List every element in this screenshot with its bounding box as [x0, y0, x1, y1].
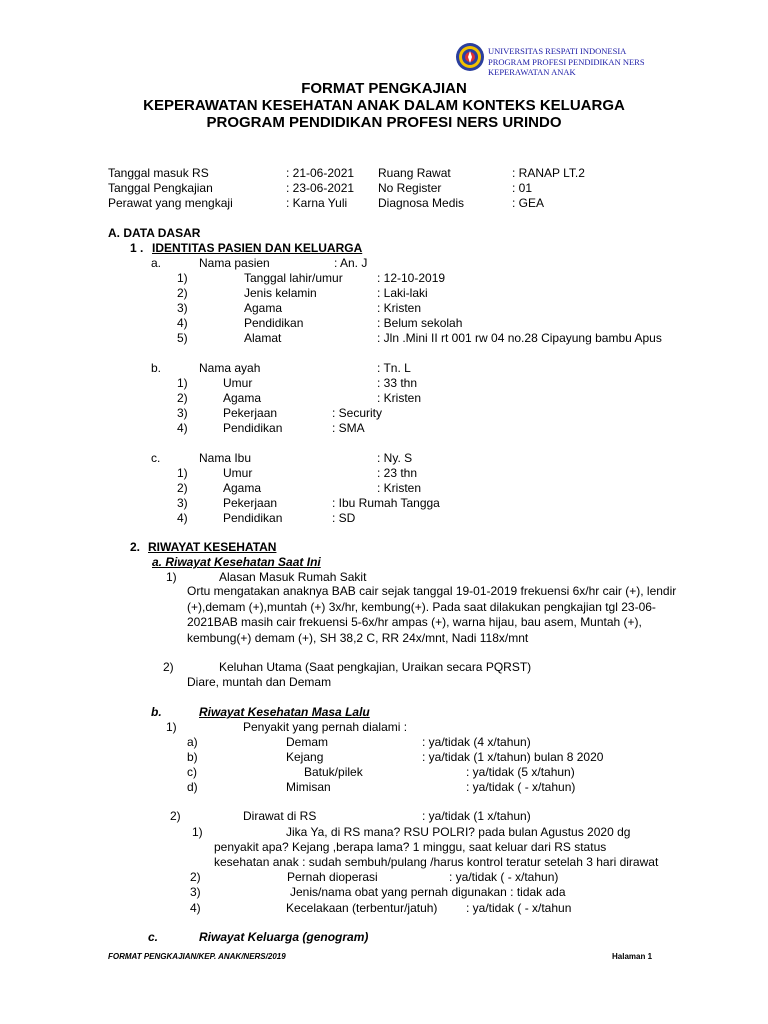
- admin-value: : RANAP LT.2: [512, 166, 585, 180]
- admin-value: : 21-06-2021: [286, 166, 355, 180]
- list-letter: a): [187, 735, 198, 749]
- document-title: FORMAT PENGKAJIAN: [301, 80, 467, 97]
- accident-label: Kecelakaan (terbentur/jatuh): [286, 901, 438, 915]
- disease-value: : ya/tidak (1 x/tahun) bulan 8 2020: [422, 750, 604, 764]
- admin-label: Tanggal Pengkajian: [108, 181, 213, 195]
- field-label: Pekerjaan: [223, 406, 278, 420]
- field-value: : Kristen: [377, 391, 422, 405]
- admin-label: Perawat yang mengkaji: [108, 196, 233, 210]
- list-number: 5): [177, 331, 188, 345]
- field-label: Pekerjaan: [223, 496, 278, 510]
- field-value: : SD: [332, 511, 356, 525]
- list-number: 1): [166, 570, 177, 584]
- list-number: 2): [163, 660, 174, 674]
- section-1-number: 1 .: [130, 241, 144, 255]
- hospitalized-label: Dirawat di RS: [243, 809, 317, 823]
- mother-name-value: : Ny. S: [377, 451, 413, 465]
- hospitalized-value: : ya/tidak (1 x/tahun): [422, 809, 531, 823]
- field-value: : 23 thn: [377, 466, 418, 480]
- field-label: Alamat: [244, 331, 282, 345]
- disease-name: Mimisan: [286, 780, 331, 794]
- field-label: Umur: [223, 466, 253, 480]
- list-number: 4): [177, 316, 188, 330]
- past-history-heading: Riwayat Kesehatan Masa Lalu: [199, 705, 370, 719]
- list-number: 2): [190, 870, 201, 884]
- list-letter: b): [187, 750, 198, 764]
- field-value: : 12-10-2019: [377, 271, 446, 285]
- institution-program: PROGRAM PROFESI PENDIDIKAN NERS: [488, 57, 645, 67]
- admin-value: : 01: [512, 181, 533, 195]
- disease-name: Demam: [286, 735, 329, 749]
- mother-letter: c.: [151, 451, 161, 465]
- field-value: : Kristen: [377, 301, 422, 315]
- section-2-number: 2.: [130, 540, 141, 554]
- institution-name: UNIVERSITAS RESPATI INDONESIA: [488, 46, 627, 56]
- current-history-heading: a. Riwayat Kesehatan Saat Ini: [152, 555, 321, 569]
- past-diseases-label: Penyakit yang pernah dialami :: [243, 720, 408, 734]
- family-history-heading: Riwayat Keluarga (genogram): [199, 930, 369, 944]
- hospital-detail-line: penyakit apa? Kejang ,berapa lama? 1 minggu, saat keluar dari RS status: [214, 840, 607, 854]
- patient-letter: a.: [151, 256, 162, 270]
- document-subtitle-1: KEPERAWATAN KESEHATAN ANAK DALAM KONTEKS KELUARGA: [143, 97, 625, 114]
- admission-reason-label: Alasan Masuk Rumah Sakit: [219, 570, 367, 584]
- field-value: : SMA: [332, 421, 365, 435]
- family-history-letter: c.: [148, 930, 159, 944]
- disease-value: : ya/tidak ( - x/tahun): [466, 780, 576, 794]
- accident-value: : ya/tidak ( - x/tahun: [466, 901, 572, 915]
- list-number: 3): [190, 885, 201, 899]
- field-value: : Laki-laki: [377, 286, 428, 300]
- field-label: Pendidikan: [223, 421, 283, 435]
- surgery-label: Pernah dioperasi: [287, 870, 378, 884]
- field-label: Pendidikan: [244, 316, 304, 330]
- field-value: : Belum sekolah: [377, 316, 463, 330]
- admin-label: Tanggal masuk RS: [108, 166, 209, 180]
- field-label: Umur: [223, 376, 253, 390]
- disease-name: Batuk/pilek: [304, 765, 363, 779]
- list-letter: d): [187, 780, 198, 794]
- field-label: Pendidikan: [223, 511, 283, 525]
- patient-name-value: : An. J: [334, 256, 368, 270]
- hospital-detail-line: Jika Ya, di RS mana? RSU POLRI? pada bulan Agustus 2020 dg: [286, 825, 631, 839]
- list-number: 1): [177, 466, 188, 480]
- list-number: 1): [177, 376, 188, 390]
- father-name-label: Nama ayah: [199, 361, 261, 375]
- list-number: 1): [177, 271, 188, 285]
- list-number: 2): [177, 391, 188, 405]
- footer-form-code: FORMAT PENGKAJIAN/KEP. ANAK/NERS/2019: [108, 952, 286, 961]
- surgery-value: : ya/tidak ( - x/tahun): [449, 870, 559, 884]
- list-number: 2): [170, 809, 181, 823]
- main-complaint-label: Keluhan Utama (Saat pengkajian, Uraikan secara PQRST): [219, 660, 532, 674]
- list-number: 3): [177, 406, 188, 420]
- field-label: Agama: [223, 391, 262, 405]
- section-1-heading: IDENTITAS PASIEN DAN KELUARGA: [152, 241, 363, 255]
- disease-value: : ya/tidak (5 x/tahun): [466, 765, 575, 779]
- past-history-letter: b.: [151, 705, 162, 719]
- footer-page-number: Halaman 1: [612, 952, 653, 961]
- admin-value: : GEA: [512, 196, 545, 210]
- list-number: 1): [166, 720, 177, 734]
- institution-dept: KEPERAWATAN ANAK: [488, 67, 576, 77]
- father-name-value: : Tn. L: [377, 361, 411, 375]
- list-number: 4): [177, 511, 188, 525]
- field-value: : Kristen: [377, 481, 422, 495]
- admin-value: : 23-06-2021: [286, 181, 355, 195]
- section-a-heading: A. DATA DASAR: [108, 226, 201, 240]
- father-letter: b.: [151, 361, 162, 375]
- field-label: Tanggal lahir/umur: [244, 271, 343, 285]
- admin-label: Ruang Rawat: [378, 166, 451, 180]
- list-number: 4): [177, 421, 188, 435]
- disease-name: Kejang: [286, 750, 324, 764]
- university-logo: [455, 42, 485, 72]
- admin-value: : Karna Yuli: [286, 196, 348, 210]
- list-number: 2): [177, 286, 188, 300]
- list-number: 1): [192, 825, 203, 839]
- list-letter: c): [187, 765, 197, 779]
- medication-text: Jenis/nama obat yang pernah digunakan : tidak ada: [290, 885, 566, 899]
- disease-value: : ya/tidak (4 x/tahun): [422, 735, 531, 749]
- document-subtitle-2: PROGRAM PENDIDIKAN PROFESI NERS URINDO: [206, 114, 562, 131]
- admission-reason-text: Ortu mengatakan anaknya BAB cair sejak tanggal 19-01-2019 frekuensi 6x/hr cair (+), lendir (+),demam (+),muntah (+) 3x/hr, kembung(+). Pada saat dilakukan pengkajian tgl 23-06-2021BAB masih cair frekuensi 5-6x/hr ampas (+), warna hijau, bau asem, Muntah (+), kembung(+) demam (+), SH 38,2 C, RR 24x/mnt, Nadi 118x/mnt: [187, 584, 677, 645]
- mother-name-label: Nama Ibu: [199, 451, 252, 465]
- list-number: 2): [177, 481, 188, 495]
- field-value: : 33 thn: [377, 376, 418, 390]
- field-value: : Security: [332, 406, 383, 420]
- field-label: Agama: [223, 481, 262, 495]
- section-2-heading: RIWAYAT KESEHATAN: [148, 540, 277, 554]
- field-label: Jenis kelamin: [244, 286, 317, 300]
- hospital-detail-line: kesehatan anak : sudah sembuh/pulang /harus kontrol teratur setelah 3 hari dirawat: [214, 855, 659, 869]
- field-label: Agama: [244, 301, 283, 315]
- admin-label: Diagnosa Medis: [378, 196, 465, 210]
- list-number: 4): [190, 901, 201, 915]
- field-value: : Ibu Rumah Tangga: [332, 496, 440, 510]
- main-complaint-text: Diare, muntah dan Demam: [187, 675, 332, 689]
- list-number: 3): [177, 496, 188, 510]
- admin-label: No Register: [378, 181, 442, 195]
- list-number: 3): [177, 301, 188, 315]
- patient-name-label: Nama pasien: [199, 256, 270, 270]
- field-value: : Jln .Mini II rt 001 rw 04 no.28 Cipayung bambu Apus: [377, 331, 662, 345]
